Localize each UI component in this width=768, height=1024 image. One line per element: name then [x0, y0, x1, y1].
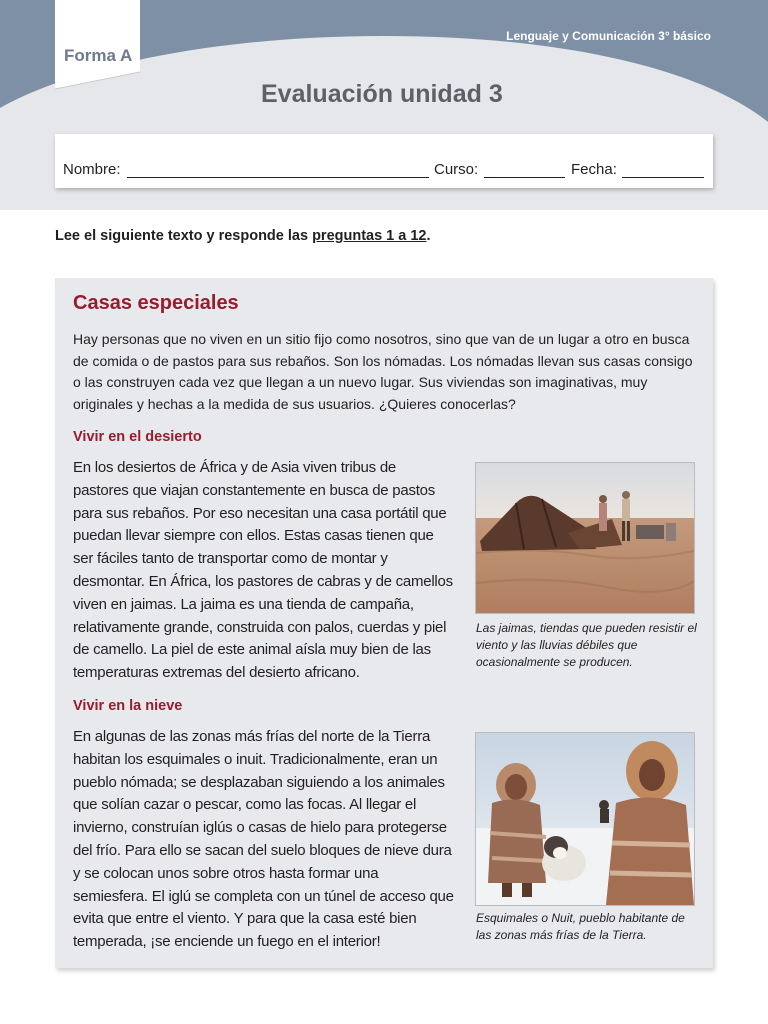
desert-photo-caption: Las jaimas, tiendas que pueden resistir el viento y las lluvias débiles que ocasionalmente se producen. — [476, 621, 697, 669]
instruction-suffix: . — [426, 228, 431, 244]
inuit-people-photo — [475, 732, 695, 906]
date-label: Fecha: — [571, 161, 617, 178]
form-tab-shape — [55, 0, 140, 90]
questions-range: preguntas 1 a 12 — [312, 228, 427, 244]
instruction-text — [55, 228, 431, 244]
section-body-snow: En algunas de las zonas más frías del norte de la Tierra habitan los esquimales o inuit. Tradicionalmente, eran un pueblo nómada; se desplazaban siguiendo a los animales que solían cazar o pescar, como las focas. Al llegar el invierno, construían iglús o casas de hielo para protegerse del frío. Para ello se sacan del suelo bloques de nieve dura y se colocan unos sobre otros hasta formar una semiesfera. El iglú se completa con un túnel de acceso que evita que entre el viento. Y para que la casa esté bien temperada, ¡se enciende un fuego en el interior! — [73, 728, 454, 951]
desert-tent-illustration — [476, 463, 694, 613]
evaluation-title: Evaluación unidad 3 — [261, 80, 503, 108]
reading-title: Casas especiales — [73, 292, 239, 314]
reading-box — [55, 278, 713, 968]
inuit-illustration — [476, 733, 694, 905]
form-tab — [55, 0, 140, 90]
subject-label: Lenguaje y Comunicación 3° básico — [506, 29, 711, 43]
form-label: Forma A — [64, 46, 133, 65]
student-info-card — [55, 134, 713, 188]
section-title-desert: Vivir en el desierto — [73, 429, 202, 445]
inuit-photo-caption: Esquimales o Nuit, pueblo habitante de las zonas más frías de la Tierra. — [476, 911, 685, 942]
date-field[interactable] — [622, 177, 704, 178]
section-title-snow: Vivir en la nieve — [73, 698, 183, 714]
instruction-prefix: Lee el siguiente texto y responde las — [55, 228, 313, 244]
name-field[interactable] — [127, 177, 429, 178]
reading-intro: Hay personas que no viven en un sitio fijo como nosotros, sino que van de un lugar a otro en busca de comida o de pastos para sus rebaños. Son los nómadas. Los nómadas llevan sus casas consigo o las construyen cada vez que llegan a un nuevo lugar. Sus viviendas son imaginativas, muy originales y hechas a la medida de sus usuarios. ¿Quieres conocerlas? — [73, 331, 693, 413]
section-body-desert: En los desiertos de África y de Asia viven tribus de pastores que viajan constantemente en busca de pastos para sus rebaños. Por eso necesitan una casa portátil que puedan llevar siempre con ellos. Estas casas tienen que ser fáciles tanto de transportar como de montar y desmontar. En África, los pastores de cabras y de camellos viven en jaimas. La jaima es una tienda de campaña, relativamente grande, construida con palos, cuerdas y piel de camello. La piel de este animal aísla muy bien de las temperaturas extremas del desierto africano. — [73, 459, 453, 682]
course-label: Curso: — [434, 161, 479, 178]
name-label: Nombre: — [63, 161, 121, 178]
course-field[interactable] — [484, 177, 565, 178]
desert-tent-photo — [475, 462, 695, 614]
